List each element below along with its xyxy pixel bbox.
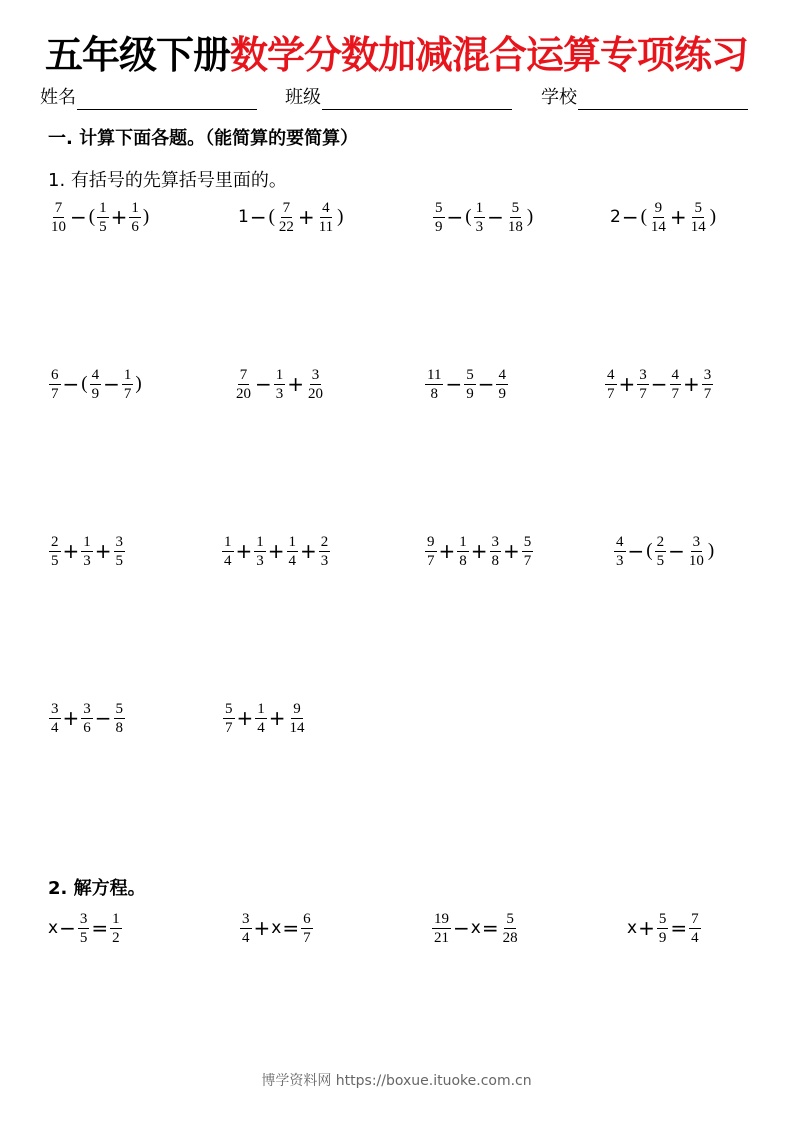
title-topic: 数学分数加减混合运算专项练习 — [230, 33, 749, 77]
problem-12: $\frac{4}{3}$ − ( $\frac{2}{5}$ − $\frac{3}{10}$ ) — [616, 533, 715, 569]
part1-heading: 1. 有括号的先算括号里面的。 — [48, 170, 287, 191]
problem-2: 1 − ( $\frac{7}{22}$ + $\frac{4}{11}$ ) — [238, 199, 344, 235]
problem-11: $\frac{9}{7}$ + $\frac{1}{8}$ + $\frac{3}{8}$ + $\frac{5}{7}$ — [427, 533, 532, 569]
problem-10: $\frac{1}{4}$ + $\frac{1}{3}$ + $\frac{1}{4}$ + $\frac{2}{3}$ — [224, 533, 329, 569]
equation-4: x + $\frac{5}{9}$ = $\frac{7}{4}$ — [627, 910, 699, 946]
equation-1: x − $\frac{3}{5}$ = $\frac{1}{2}$ — [48, 910, 120, 946]
problem-14: $\frac{5}{7}$ + $\frac{1}{4}$ + $\frac{9}{14}$ — [225, 700, 305, 736]
section-heading: 一. 计算下面各题。（能简算的要简算） — [48, 128, 359, 149]
problem-5: $\frac{6}{7}$ − ( $\frac{4}{9}$ − $\frac{1}{7}$ ) — [51, 366, 142, 402]
class-label: 班级 — [285, 87, 321, 108]
problem-6: $\frac{7}{20}$ − $\frac{1}{3}$ + $\frac{3}{20}$ — [236, 366, 324, 402]
footer-watermark: 博学资料网 https://boxue.ituoke.com.cn — [261, 1073, 532, 1089]
problem-7: $\frac{11}{8}$ − $\frac{5}{9}$ − $\frac{4}{9}$ — [427, 366, 506, 402]
school-field[interactable] — [541, 86, 748, 110]
title-grade: 五年级下册 — [44, 33, 230, 77]
part2-heading: 2. 解方程。 — [48, 878, 146, 899]
problem-9: $\frac{2}{5}$ + $\frac{1}{3}$ + $\frac{3}{5}$ — [51, 533, 124, 569]
name-field[interactable] — [40, 86, 257, 110]
problem-4: 2 − ( $\frac{9}{14}$ + $\frac{5}{14}$ ) — [610, 199, 717, 235]
problem-8: $\frac{4}{7}$ + $\frac{3}{7}$ − $\frac{4}{7}$ + $\frac{3}{7}$ — [607, 366, 712, 402]
school-input-line[interactable] — [578, 89, 748, 110]
school-label: 学校 — [541, 87, 577, 108]
problem-13: $\frac{3}{4}$ + $\frac{3}{6}$ − $\frac{5}{8}$ — [51, 700, 124, 736]
page-title — [0, 30, 793, 80]
class-field[interactable] — [285, 86, 512, 110]
problem-3: $\frac{5}{9}$ − ( $\frac{1}{3}$ − $\frac{5}{18}$ ) — [435, 199, 534, 235]
name-input-line[interactable] — [77, 89, 257, 110]
problem-1: $\frac{7}{10}$ − ( $\frac{1}{5}$ + $\frac{1}{6}$ ) — [51, 199, 150, 235]
name-label: 姓名 — [40, 87, 76, 108]
class-input-line[interactable] — [322, 89, 512, 110]
equation-2: $\frac{3}{4}$ + x = $\frac{6}{7}$ — [242, 910, 311, 946]
equation-3: $\frac{19}{21}$ − x = $\frac{5}{28}$ — [434, 910, 518, 946]
student-info-row — [40, 86, 760, 112]
